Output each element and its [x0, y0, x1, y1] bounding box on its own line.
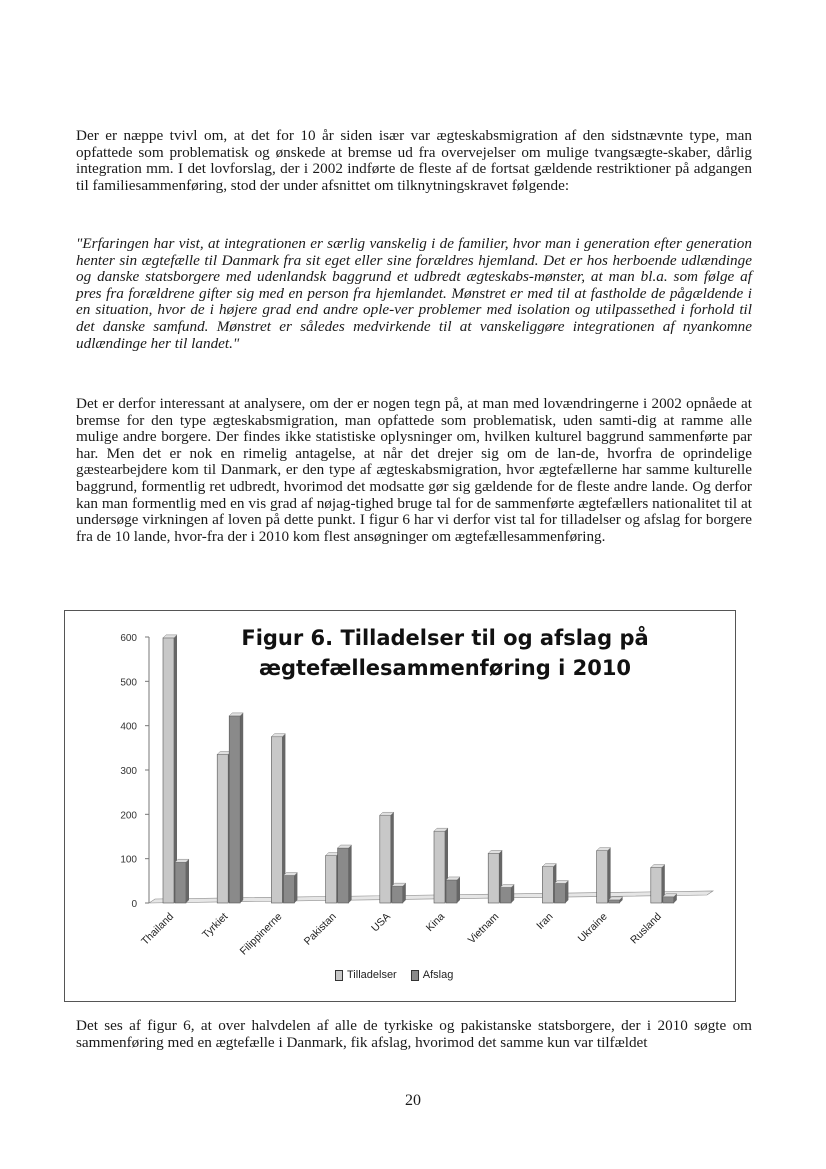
paragraph-conclusion: Det ses af figur 6, at over halvdelen af alle de tyrkiske og pakistanske statsborgere, der i 2010 søgte om sammenføring med en ægtefælle i Danmark, fik afslag, hvorimod det samme kun var tilfældet: [76, 1017, 752, 1051]
bar-side: [565, 880, 568, 903]
bar-afslag: [446, 880, 457, 903]
x-category-label: Ukraine: [575, 910, 610, 945]
bar-afslag: [554, 883, 565, 903]
bar-afslag: [175, 862, 186, 903]
bar-side: [240, 713, 243, 903]
legend-label-afslag: Afslag: [422, 969, 454, 981]
x-category-label: Pakistan: [301, 910, 339, 948]
bar-side: [608, 848, 611, 903]
x-category-label: USA: [369, 910, 393, 935]
y-tick-label: 500: [120, 677, 137, 689]
bar-tilladelser: [651, 868, 662, 903]
bar-afslag: [283, 876, 294, 903]
y-tick-label: 600: [120, 633, 137, 644]
bar-afslag: [500, 887, 511, 903]
bar-tilladelser: [597, 851, 608, 903]
bar-afslag: [229, 716, 240, 903]
page-number: 20: [405, 1092, 421, 1109]
bar-tilladelser: [217, 754, 228, 903]
x-category-label: Filippinerne: [237, 910, 285, 958]
x-category-label: Kina: [423, 910, 448, 934]
chart-title-line1: Figur 6. Tilladelser til og afslag på: [241, 626, 649, 650]
y-tick-label: 100: [120, 854, 137, 866]
legend-item-tilladelser: [335, 969, 397, 981]
chart-title-line2: ægtefællesammenføring i 2010: [258, 656, 632, 680]
x-category-label: Vietnam: [465, 910, 502, 947]
y-tick-label: 300: [120, 766, 137, 777]
x-category-label: Thailand: [139, 910, 177, 948]
bar-afslag: [392, 886, 403, 903]
legend-swatch-tilladelser: [335, 970, 343, 981]
figure-6: [64, 610, 736, 1002]
y-tick-label: 400: [120, 721, 137, 733]
chart-legend: [335, 969, 453, 981]
bar-side: [294, 873, 297, 903]
bar-tilladelser: [542, 867, 553, 903]
x-category-label: Iran: [534, 910, 556, 932]
bar-tilladelser: [163, 638, 174, 903]
chart-title: [235, 623, 655, 683]
quote-paragraph: "Erfaringen har vist, at integrationen er særlig vanskelig i de familier, hvor man i generation efter generation henter sin ægtefælle til Danmark fra sit eget eller sine forældres hjemland. Det er hos herboende udlændinge og danske statsborgere med udenlandsk baggrund et udbredt ægteskabs-mønster, at man bl.a. som følge af pres fra forældrene gifter sig med en person fra hjemlandet. Mønstret er med til at fastholde de pågældende i en situation, hvor de i højere grad end andre ople-ver problemer med isolation og utilpassethed i forhold til det danske samfund. Mønstret er således medvirkende til at vanskeliggøre integrationen af nyankomne udlændinge her til landet.": [76, 235, 752, 352]
bar-side: [186, 859, 189, 903]
paragraph-intro: Der er næppe tvivl om, at det for 10 år siden især var ægteskabsmigration af den sidstnævnte type, man opfattede som problematisk og ønskede at bremse ud fra overvejelser om mulige tvangsægte-skaber, dårlig integration mm. I det lovforslag, der i 2002 indførte de fleste af de fortsat gældende restriktioner på adgangen til familiesammenføring, stod der under afsnittet om tilknytningskravet følgende:: [76, 127, 752, 194]
x-category-label: Tyrkiet: [199, 910, 231, 941]
bar-tilladelser: [380, 815, 391, 903]
legend-item-afslag: [411, 969, 454, 981]
bar-tilladelser: [488, 853, 499, 903]
paragraph-analysis: Det er derfor interessant at analysere, om der er nogen tegn på, at man med lovændringerne i 2002 opnåede at bremse for den type ægteskabsmigration, man opfattede som problematisk, uden samti-dig at ramme alle mulige andre borgere. Der findes ikke statistiske oplysninger om, hvilken kulturel baggrund sammenførte par har. Men det er nok en rimelig antagelse, at når det drejer sig om de lan-de, hvorfra de oprindelige gæstearbejdere kom til Danmark, er den type af ægteskabsmigration, hvor ægtefællerne har samme kulturelle baggrund, formentlig ret udbredt, hvorimod det modsatte gør sig gældende for de fleste andre lande. Og derfor kan man formentlig med en vis grad af nøjag-tighed bruge tal for de sammenførte ægtefællers nationalitet til at undersøge virkningen af loven på dette punkt. I figur 6 har vi derfor vist tal for tilladelser og afslag for borgere fra de 10 lande, hvor-fra der i 2010 kom flest ansøgninger om ægtefællesammenføring.: [76, 395, 752, 545]
bar-afslag: [338, 848, 349, 903]
bar-side: [349, 845, 352, 903]
legend-swatch-afslag: [411, 970, 419, 981]
bar-tilladelser: [434, 831, 445, 903]
bar-side: [403, 883, 406, 903]
legend-label-tilladelser: Tilladelser: [347, 969, 397, 981]
y-tick-label: 200: [120, 810, 137, 822]
bar-side: [457, 877, 460, 903]
y-tick-label: 0: [131, 899, 137, 910]
x-category-label: Rusland: [628, 910, 664, 947]
bar-tilladelser: [326, 856, 337, 903]
bar-afslag: [609, 900, 620, 903]
bar-afslag: [663, 897, 674, 903]
bar-tilladelser: [271, 737, 282, 903]
